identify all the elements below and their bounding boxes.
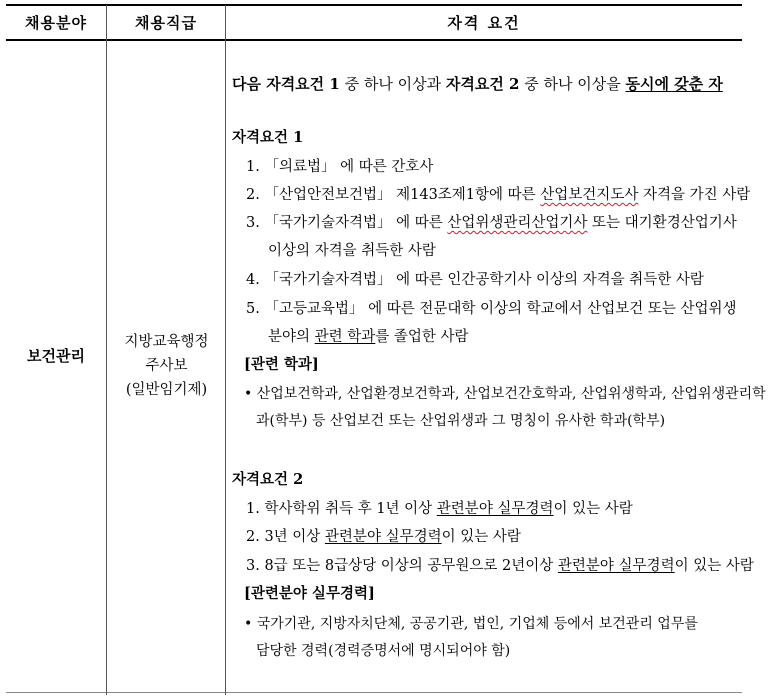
item-text: 이 있는 사람 bbox=[441, 529, 521, 545]
item-text: 분야의 bbox=[268, 329, 315, 345]
item-text: 「국가기술자격법」 에 따른 인간공학기사 이상의 자격을 취득한 사람 bbox=[264, 272, 704, 288]
group1-item bbox=[232, 299, 751, 319]
item-text: 8급 또는 8급상당 이상의 공무원으로 2년이상 bbox=[264, 558, 558, 574]
item-text: 또는 대기환경산업기사 bbox=[587, 215, 737, 231]
item-number: 2. bbox=[246, 187, 265, 203]
group2-item bbox=[232, 556, 754, 576]
item-text: 관련 학과 bbox=[314, 329, 376, 345]
group2-item bbox=[232, 527, 751, 547]
header-category: 채용분야 bbox=[25, 14, 87, 32]
intro-sentence bbox=[232, 74, 737, 94]
item-text: 이 있는 사람 bbox=[674, 558, 754, 574]
item-number: 1. bbox=[246, 501, 265, 517]
bullet-text: 국가기관, 지방자치단체, 공공기관, 법인, 기업체 등에서 보건관리 업무를 bbox=[256, 616, 698, 632]
item-text: 「고등교육법」 에 따른 전문대학 이상의 학교에서 산업보건 또는 산업위생 bbox=[264, 301, 737, 317]
table-bottom-border bbox=[6, 692, 742, 693]
group1-item bbox=[232, 270, 751, 290]
item-number: 2. bbox=[246, 529, 265, 545]
item-text: 관련분야 실무경력 bbox=[557, 558, 675, 574]
group1-bullet: • 산업보건학과, 산업환경보건학과, 산업보건간호학과, 산업위생학과, 산업위생관리학 bbox=[244, 386, 766, 402]
column-divider-1 bbox=[106, 5, 107, 695]
group2-item bbox=[232, 499, 751, 519]
item-number: 1. bbox=[246, 159, 265, 175]
column-divider-2 bbox=[225, 5, 226, 695]
item-text: 산업보건지도사 bbox=[540, 187, 639, 203]
group2-bullet-continued: 담당한 경력(경력증명서에 명시되어야 함) bbox=[256, 643, 511, 659]
item-number: 5. bbox=[246, 301, 265, 317]
group1-title: 자격요건 1 bbox=[232, 129, 304, 146]
item-text: 산업위생관리산업기사 bbox=[447, 215, 588, 231]
item-text: 「국가기술자격법」 에 따른 bbox=[264, 215, 448, 231]
group2-title: 자격요건 2 bbox=[232, 471, 304, 488]
item-number: 3. bbox=[246, 558, 265, 574]
header-divider bbox=[6, 39, 742, 41]
category-cell: 보건관리 bbox=[27, 347, 85, 365]
item-number: 4. bbox=[246, 272, 265, 288]
intro-text: 자격요건 2 bbox=[445, 75, 520, 93]
item-text: 3년 이상 bbox=[264, 529, 325, 545]
intro-text: 중 하나 이상을 bbox=[519, 75, 626, 93]
group1-item-continued: 이상의 자격을 취득한 사람 bbox=[268, 243, 436, 259]
item-text: 이 있는 사람 bbox=[553, 501, 633, 517]
group2-subtitle: [관련분야 실무경력] bbox=[244, 585, 375, 602]
item-text: 「의료법」 에 따른 간호사 bbox=[264, 159, 434, 175]
intro-text: 다음 bbox=[232, 75, 267, 93]
group1-item bbox=[232, 185, 751, 205]
item-number: 3. bbox=[246, 215, 265, 231]
item-text: 관련분야 실무경력 bbox=[436, 501, 554, 517]
intro-emphasis: 동시에 갖춘 자 bbox=[625, 75, 723, 93]
rank-line: 주사보 bbox=[145, 358, 188, 374]
item-text: 관련분야 실무경력 bbox=[324, 529, 442, 545]
rank-line: 지방교육행정 bbox=[124, 334, 209, 350]
header-rank: 채용직급 bbox=[135, 14, 197, 32]
group1-subtitle: [관련 학과] bbox=[244, 356, 319, 373]
item-text: 학사학위 취득 후 1년 이상 bbox=[264, 501, 437, 517]
rank-cell bbox=[108, 330, 225, 402]
intro-text: 중 하나 이상과 bbox=[339, 75, 446, 93]
group1-item bbox=[232, 157, 751, 177]
item-text: 자격을 가진 사람 bbox=[638, 187, 751, 203]
intro-text: 자격요건 1 bbox=[266, 75, 340, 93]
group2-bullet: • 국가기관, 지방자치단체, 공공기관, 법인, 기업체 등에서 보건관리 업무를 bbox=[244, 616, 698, 632]
group1-item bbox=[232, 213, 751, 233]
group1-item-continued bbox=[232, 327, 773, 347]
group1-bullet-continued: 과(학부) 등 산업보건 또는 산업위생과 그 명칭이 유사한 학과(학부) bbox=[256, 413, 666, 429]
bullet-text: 산업보건학과, 산업환경보건학과, 산업보건간호학과, 산업위생학과, 산업위생관리학 bbox=[256, 386, 766, 402]
header-qualification: 자격 요건 bbox=[447, 14, 521, 32]
item-text: 를 졸업한 사람 bbox=[375, 329, 469, 345]
rank-line: (일반임기제) bbox=[125, 382, 208, 398]
item-text: 「산업안전보건법」 제143조제1항에 따른 bbox=[264, 187, 541, 203]
